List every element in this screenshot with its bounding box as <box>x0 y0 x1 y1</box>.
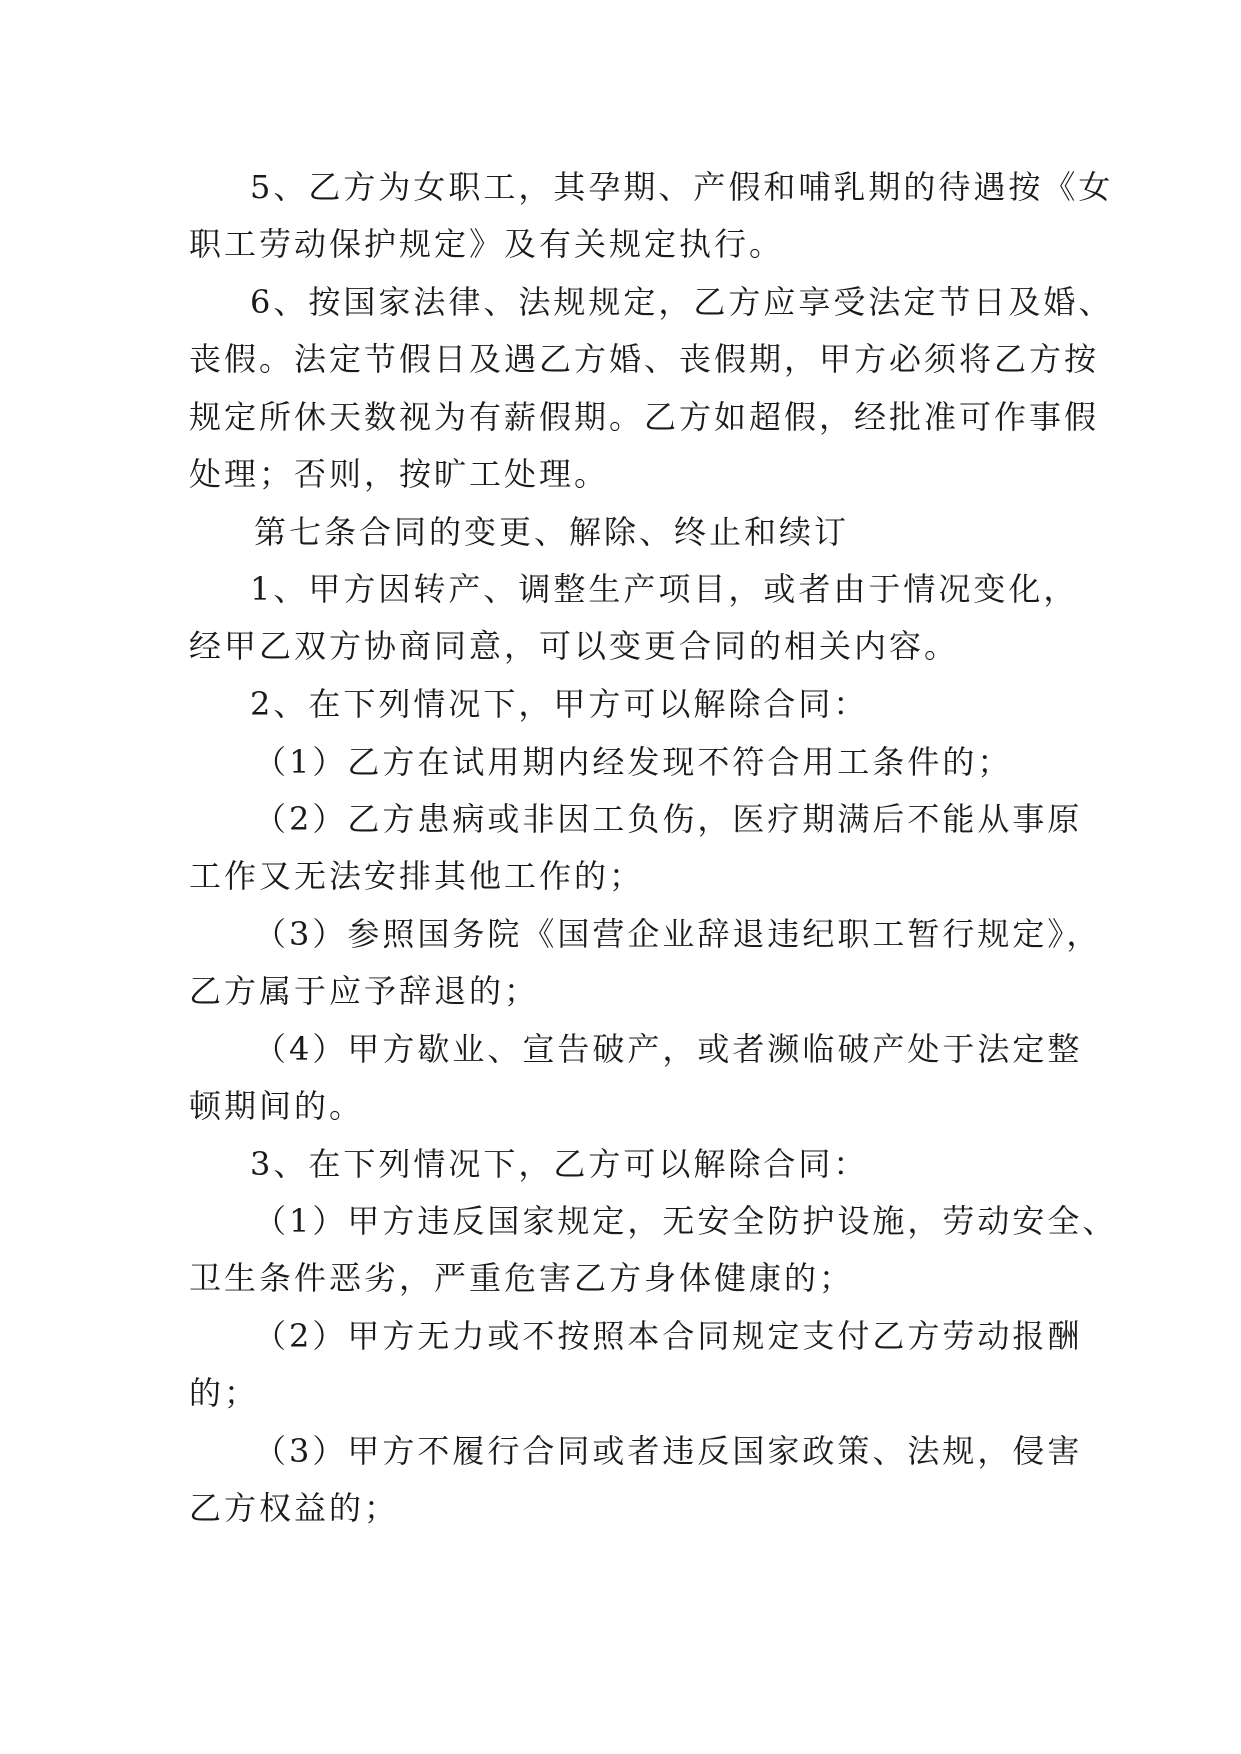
text-line: 的； <box>189 1374 260 1412</box>
list-item: （1）甲方违反国家规定，无安全防护设施，劳动安全、 <box>254 1202 1118 1240</box>
text-line: 2、在下列情况下，甲方可以解除合同： <box>250 685 869 723</box>
text-line: 职工劳动保护规定》及有关规定执行。 <box>189 225 785 263</box>
text-line: 丧假。法定节假日及遇乙方婚、丧假期，甲方必须将乙方按 <box>189 340 1100 378</box>
list-item: （1）乙方在试用期内经发现不符合用工条件的； <box>254 743 1013 781</box>
text-line: 处理；否则，按旷工处理。 <box>189 455 610 493</box>
text-line: 规定所休天数视为有薪假期。乙方如超假，经批准可作事假 <box>189 398 1100 436</box>
list-item: （2）乙方患病或非因工负伤，医疗期满后不能从事原 <box>254 800 1083 838</box>
text-line: 1、甲方因转产、调整生产项目，或者由于情况变化， <box>250 570 1079 608</box>
list-item: （2）甲方无力或不按照本合同规定支付乙方劳动报酬 <box>254 1317 1083 1355</box>
text-line: 顿期间的。 <box>189 1087 365 1125</box>
text-line: 乙方属于应予辞退的； <box>189 972 540 1010</box>
text-line: 6、按国家法律、法规规定，乙方应享受法定节日及婚、 <box>250 283 1114 321</box>
text-line: 乙方权益的； <box>189 1489 400 1527</box>
text-line: 3、在下列情况下，乙方可以解除合同： <box>250 1145 869 1183</box>
text-line: 工作又无法安排其他工作的； <box>189 857 645 895</box>
list-item: （4）甲方歇业、宣告破产，或者濒临破产处于法定整 <box>254 1030 1083 1068</box>
list-item: （3）参照国务院《国营企业辞退违纪职工暂行规定》， <box>254 915 1102 953</box>
text-line: 经甲乙双方协商同意，可以变更合同的相关内容。 <box>189 627 960 665</box>
text-line: 5、乙方为女职工，其孕期、产假和哺乳期的待遇按《女 <box>250 168 1114 206</box>
list-item: （3）甲方不履行合同或者违反国家政策、法规，侵害 <box>254 1432 1083 1470</box>
text-line: 卫生条件恶劣，严重危害乙方身体健康的； <box>189 1259 855 1297</box>
section-heading: 第七条合同的变更、解除、终止和续订 <box>254 513 850 551</box>
